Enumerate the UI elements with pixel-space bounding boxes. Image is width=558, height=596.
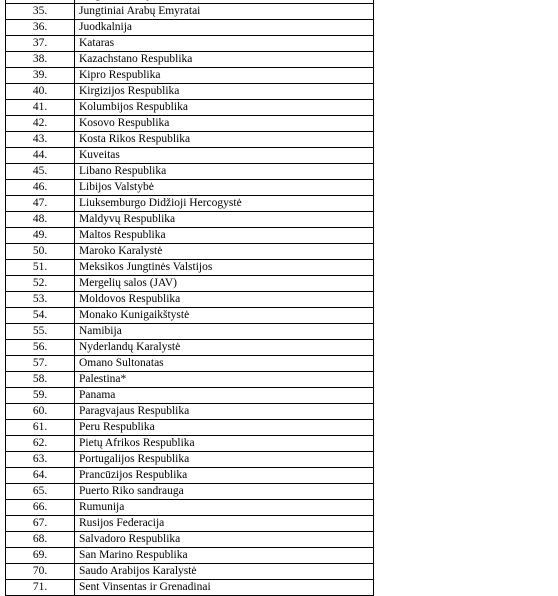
country-name: Omano Sultonatas <box>75 356 374 372</box>
row-number: 68. <box>6 532 75 548</box>
table-row <box>6 196 374 212</box>
table-row <box>6 276 374 292</box>
country-name: Mergelių salos (JAV) <box>75 276 374 292</box>
country-name: Maltos Respublika <box>75 228 374 244</box>
row-number: 70. <box>6 564 75 580</box>
table-row <box>6 116 374 132</box>
row-number: 67. <box>6 516 75 532</box>
country-list-body <box>6 0 374 596</box>
row-number: 53. <box>6 292 75 308</box>
table-row <box>6 516 374 532</box>
country-name: Panama <box>75 388 374 404</box>
row-number: 35. <box>6 4 75 20</box>
country-name: Kolumbijos Respublika <box>75 100 374 116</box>
row-number: 48. <box>6 212 75 228</box>
row-number: 58. <box>6 372 75 388</box>
table-row <box>6 180 374 196</box>
table-row <box>6 484 374 500</box>
country-name: Liuksemburgo Didžioji Hercogystė <box>75 196 374 212</box>
row-number: 44. <box>6 148 75 164</box>
table-row <box>6 548 374 564</box>
country-name: Sent Vinsentas ir Grenadinai <box>75 580 374 596</box>
country-name: Puerto Riko sandrauga <box>75 484 374 500</box>
row-number: 66. <box>6 500 75 516</box>
table-row <box>6 356 374 372</box>
table-row <box>6 4 374 20</box>
table-row <box>6 132 374 148</box>
row-number: 71. <box>6 580 75 596</box>
table-row <box>6 452 374 468</box>
table-row <box>6 500 374 516</box>
table-row <box>6 372 374 388</box>
row-number: 37. <box>6 36 75 52</box>
table-row <box>6 68 374 84</box>
country-name: Nyderlandų Karalystė <box>75 340 374 356</box>
country-name: Prancūzijos Respublika <box>75 468 374 484</box>
table-row <box>6 420 374 436</box>
table-row <box>6 84 374 100</box>
country-name: Namibija <box>75 324 374 340</box>
country-name: Kirgizijos Respublika <box>75 84 374 100</box>
table-row <box>6 564 374 580</box>
row-number: 47. <box>6 196 75 212</box>
row-number: 55. <box>6 324 75 340</box>
row-number: 45. <box>6 164 75 180</box>
row-number: 59. <box>6 388 75 404</box>
country-name: Rusijos Federacija <box>75 516 374 532</box>
country-name: Jungtiniai Arabų Emyratai <box>75 4 374 20</box>
country-name: San Marino Respublika <box>75 548 374 564</box>
country-list-table <box>5 0 374 596</box>
table-row <box>6 340 374 356</box>
table-row <box>6 20 374 36</box>
country-name: Pietų Afrikos Respublika <box>75 436 374 452</box>
table-row <box>6 260 374 276</box>
row-number: 51. <box>6 260 75 276</box>
country-name: Libano Respublika <box>75 164 374 180</box>
table-row <box>6 388 374 404</box>
table-row <box>6 532 374 548</box>
country-name: Palestina* <box>75 372 374 388</box>
table-row <box>6 212 374 228</box>
row-number: 52. <box>6 276 75 292</box>
table-row <box>6 164 374 180</box>
country-name: Saudo Arabijos Karalystė <box>75 564 374 580</box>
country-name: Juodkalnija <box>75 20 374 36</box>
country-name: Kipro Respublika <box>75 68 374 84</box>
country-name: Kosovo Respublika <box>75 116 374 132</box>
table-row <box>6 308 374 324</box>
country-name: Moldovos Respublika <box>75 292 374 308</box>
row-number: 62. <box>6 436 75 452</box>
row-number: 46. <box>6 180 75 196</box>
row-number: 61. <box>6 420 75 436</box>
country-name: Kosta Rikos Respublika <box>75 132 374 148</box>
country-name: Kazachstano Respublika <box>75 52 374 68</box>
country-name: Kataras <box>75 36 374 52</box>
table-row <box>6 404 374 420</box>
country-name: Portugalijos Respublika <box>75 452 374 468</box>
row-number: 54. <box>6 308 75 324</box>
row-number: 42. <box>6 116 75 132</box>
country-name: Meksikos Jungtinės Valstijos <box>75 260 374 276</box>
country-name: Monako Kunigaikštystė <box>75 308 374 324</box>
row-number: 36. <box>6 20 75 36</box>
country-name: Paragvajaus Respublika <box>75 404 374 420</box>
table-row <box>6 100 374 116</box>
table-row <box>6 52 374 68</box>
table-row <box>6 36 374 52</box>
row-number: 69. <box>6 548 75 564</box>
row-number: 39. <box>6 68 75 84</box>
row-number: 60. <box>6 404 75 420</box>
table-row <box>6 148 374 164</box>
country-name: Maldyvų Respublika <box>75 212 374 228</box>
table-row <box>6 324 374 340</box>
row-number: 63. <box>6 452 75 468</box>
table-row <box>6 244 374 260</box>
row-number: 40. <box>6 84 75 100</box>
table-row <box>6 292 374 308</box>
row-number: 56. <box>6 340 75 356</box>
row-number: 43. <box>6 132 75 148</box>
table-row <box>6 228 374 244</box>
country-name: Maroko Karalystė <box>75 244 374 260</box>
table-row <box>6 468 374 484</box>
row-number: 65. <box>6 484 75 500</box>
row-number: 57. <box>6 356 75 372</box>
country-name: Libijos Valstybė <box>75 180 374 196</box>
row-number: 64. <box>6 468 75 484</box>
country-name: Rumunija <box>75 500 374 516</box>
row-number: 38. <box>6 52 75 68</box>
table-row <box>6 436 374 452</box>
country-name: Kuveitas <box>75 148 374 164</box>
table-row <box>6 580 374 596</box>
row-number: 41. <box>6 100 75 116</box>
row-number: 50. <box>6 244 75 260</box>
row-number: 49. <box>6 228 75 244</box>
country-name: Salvadoro Respublika <box>75 532 374 548</box>
country-name: Peru Respublika <box>75 420 374 436</box>
